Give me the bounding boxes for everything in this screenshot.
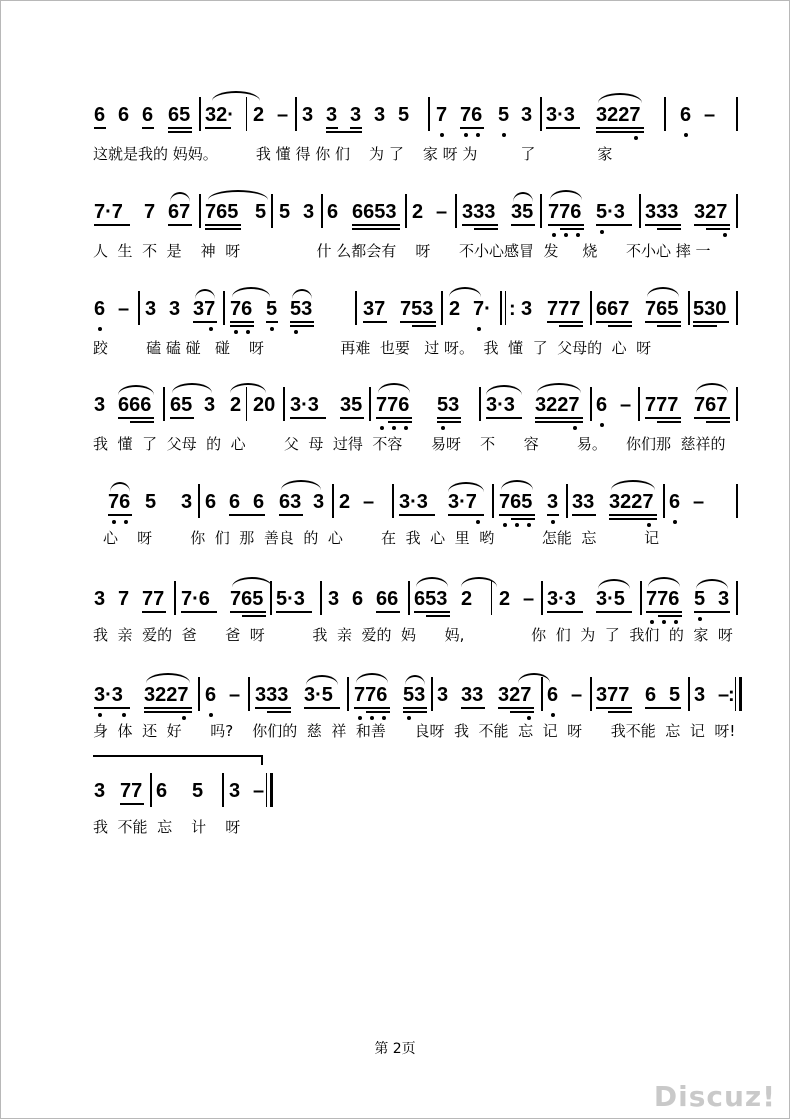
lyrics-row: 这就是我的 妈妈。 我 懂 得 你 们 为 了 家 呀 为 了 家: [93, 145, 613, 163]
volta-bracket: [93, 755, 263, 757]
lyrics-row: 跤 磕 磕 碰 碰 呀 再难 也要 过 呀。 我 懂 了 父母的 心 呀: [93, 339, 652, 357]
watermark-logo: Discuz!: [653, 1080, 776, 1113]
lyrics-row: 人 生 不 是 神 呀 什 么都会有 呀 不小心感冒 发 烧 不小心 摔 一: [93, 242, 711, 260]
page-number: 第 2页: [374, 1041, 416, 1057]
volta-bracket-end: [261, 755, 263, 765]
lyrics-row: 心 呀 你 们 那 善良 的 心 在 我 心 里 哟 怎能 忘 记: [103, 529, 660, 547]
lyrics-row: 我 不能 忘 计 呀: [93, 818, 241, 836]
lyrics-row: 身 体 还 好 吗? 你们的 慈 祥 和善 良呀 我 不能 忘 记 呀 我不能 忘 记 呀!: [93, 722, 736, 740]
lyrics-row: 我 懂 了 父母 的 心 父 母 过得 不容 易呀 不 容 易。 你们那 慈祥的: [93, 435, 726, 453]
lyrics-row: 我 亲 爱的 爸 爸 呀 我 亲 爱的 妈 妈, 你 们 为 了 我们 的 家 呀: [93, 626, 733, 644]
